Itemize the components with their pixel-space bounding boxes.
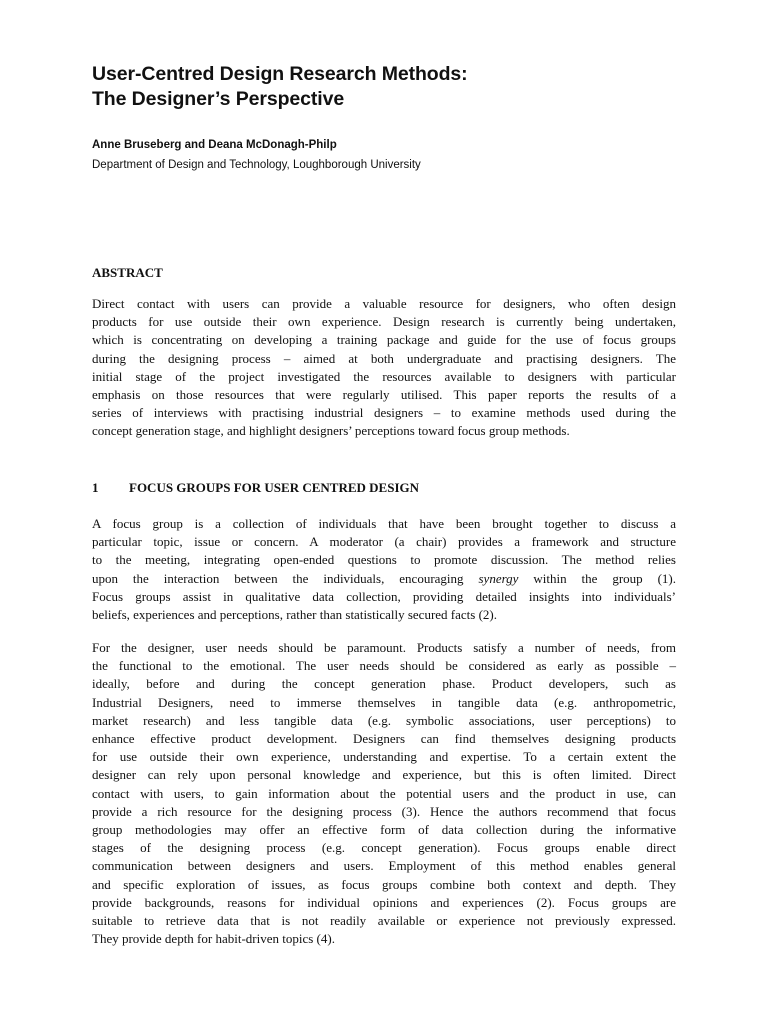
abstract-line: Direct contact with users can provide a valuable resource for designers, who often design bbox=[92, 296, 676, 311]
body-line: A focus group is a collection of individuals that have been brought together to discuss a bbox=[92, 516, 676, 531]
body-line: designer can rely upon personal knowledge and experience, but this is often limited. Direct bbox=[92, 767, 676, 783]
abstract-line: during the designing process – aimed at both undergraduate and practising designers. The bbox=[92, 350, 676, 366]
body-line: enhance effective product development. Designers can find themselves designing products bbox=[92, 731, 676, 747]
paper-title-line-2: The Designer’s Perspective bbox=[92, 88, 345, 110]
body-line: ideally, before and during the concept generation phase. Product developers, such as bbox=[92, 676, 676, 692]
body-line-with-emphasis bbox=[92, 570, 676, 588]
author-names: Anne Bruseberg and Deana McDonagh-Philp bbox=[92, 139, 337, 151]
body-line: to the meeting, integrating open-ended questions to promote discussion. The method relies bbox=[92, 552, 676, 568]
emphasis-synergy: synergy bbox=[478, 570, 519, 586]
abstract-paragraph bbox=[92, 295, 676, 441]
abstract-line: initial stage of the project investigated the resources available to designers with particular bbox=[92, 368, 676, 384]
body-line: provide backgrounds, reasons for individual opinions and experiences (2). Focus groups are bbox=[92, 894, 676, 910]
body-line: For the designer, user needs should be paramount. Products satisfy a number of needs, from bbox=[92, 640, 676, 655]
section-1-paragraph-2 bbox=[92, 639, 676, 948]
body-line: particular topic, issue or concern. A moderator (a chair) provides a framework and structure bbox=[92, 534, 676, 550]
body-line: suitable to retrieve data that is not readily available or experience not previously expressed. bbox=[92, 913, 676, 929]
section-1-paragraph-1 bbox=[92, 515, 676, 624]
body-line: for use outside their own experience, understanding and expertise. To a certain extent the bbox=[92, 749, 676, 765]
abstract-line: products for use outside their own experience. Design research is currently being undertaken, bbox=[92, 314, 676, 330]
body-line: stages of the designing process (e.g. concept generation). Focus groups enable direct bbox=[92, 840, 676, 856]
abstract-line: emphasis on those resources that were regularly utilised. This paper reports the results of a bbox=[92, 387, 676, 403]
abstract-line: series of interviews with practising industrial designers – to examine methods used during the bbox=[92, 405, 676, 421]
abstract-line: concept generation stage, and highlight designers’ perceptions toward focus group methods. bbox=[92, 423, 570, 439]
body-line: Focus groups assist in qualitative data collection, providing detailed insights into individuals’ bbox=[92, 588, 676, 604]
body-text-run: upon the interaction between the individuals, encouraging bbox=[92, 570, 479, 586]
body-line: communication between designers and users. Employment of this method enables general bbox=[92, 858, 676, 874]
paper-title-line-1: User-Centred Design Research Methods: bbox=[92, 63, 468, 85]
body-line: group methodologies may offer an effective form of data collection during the informative bbox=[92, 822, 676, 838]
paper-title bbox=[92, 62, 692, 112]
body-line: market research) and less tangible data (e.g. symbolic associations, user perceptions) to bbox=[92, 712, 676, 728]
author-affiliation: Department of Design and Technology, Loughborough University bbox=[92, 159, 421, 171]
body-line: and specific exploration of issues, as focus groups combine both context and depth. They bbox=[92, 876, 676, 892]
section-1-title: FOCUS GROUPS FOR USER CENTRED DESIGN bbox=[129, 480, 420, 495]
body-line: provide a rich resource for the designing process (3). Hence the authors recommend that focus bbox=[92, 803, 676, 819]
body-line: the functional to the emotional. The user needs should be considered as early as possible – bbox=[92, 658, 676, 674]
body-line: Industrial Designers, need to immerse themselves in tangible data (e.g. anthropometric, bbox=[92, 694, 676, 710]
abstract-line: which is concentrating on developing a training package and guide for the use of focus groups bbox=[92, 332, 676, 348]
body-line: beliefs, experiences and perceptions, rather than statistically secured facts (2). bbox=[92, 607, 497, 623]
section-1-heading bbox=[92, 480, 419, 496]
body-line: They provide depth for habit-driven topics (4). bbox=[92, 931, 335, 947]
section-1-number: 1 bbox=[92, 480, 99, 495]
body-text-run: within the group (1). bbox=[518, 570, 677, 586]
body-line: contact with users, to gain information about the potential users and the product in use, can bbox=[92, 785, 676, 801]
abstract-heading: ABSTRACT bbox=[92, 265, 163, 280]
